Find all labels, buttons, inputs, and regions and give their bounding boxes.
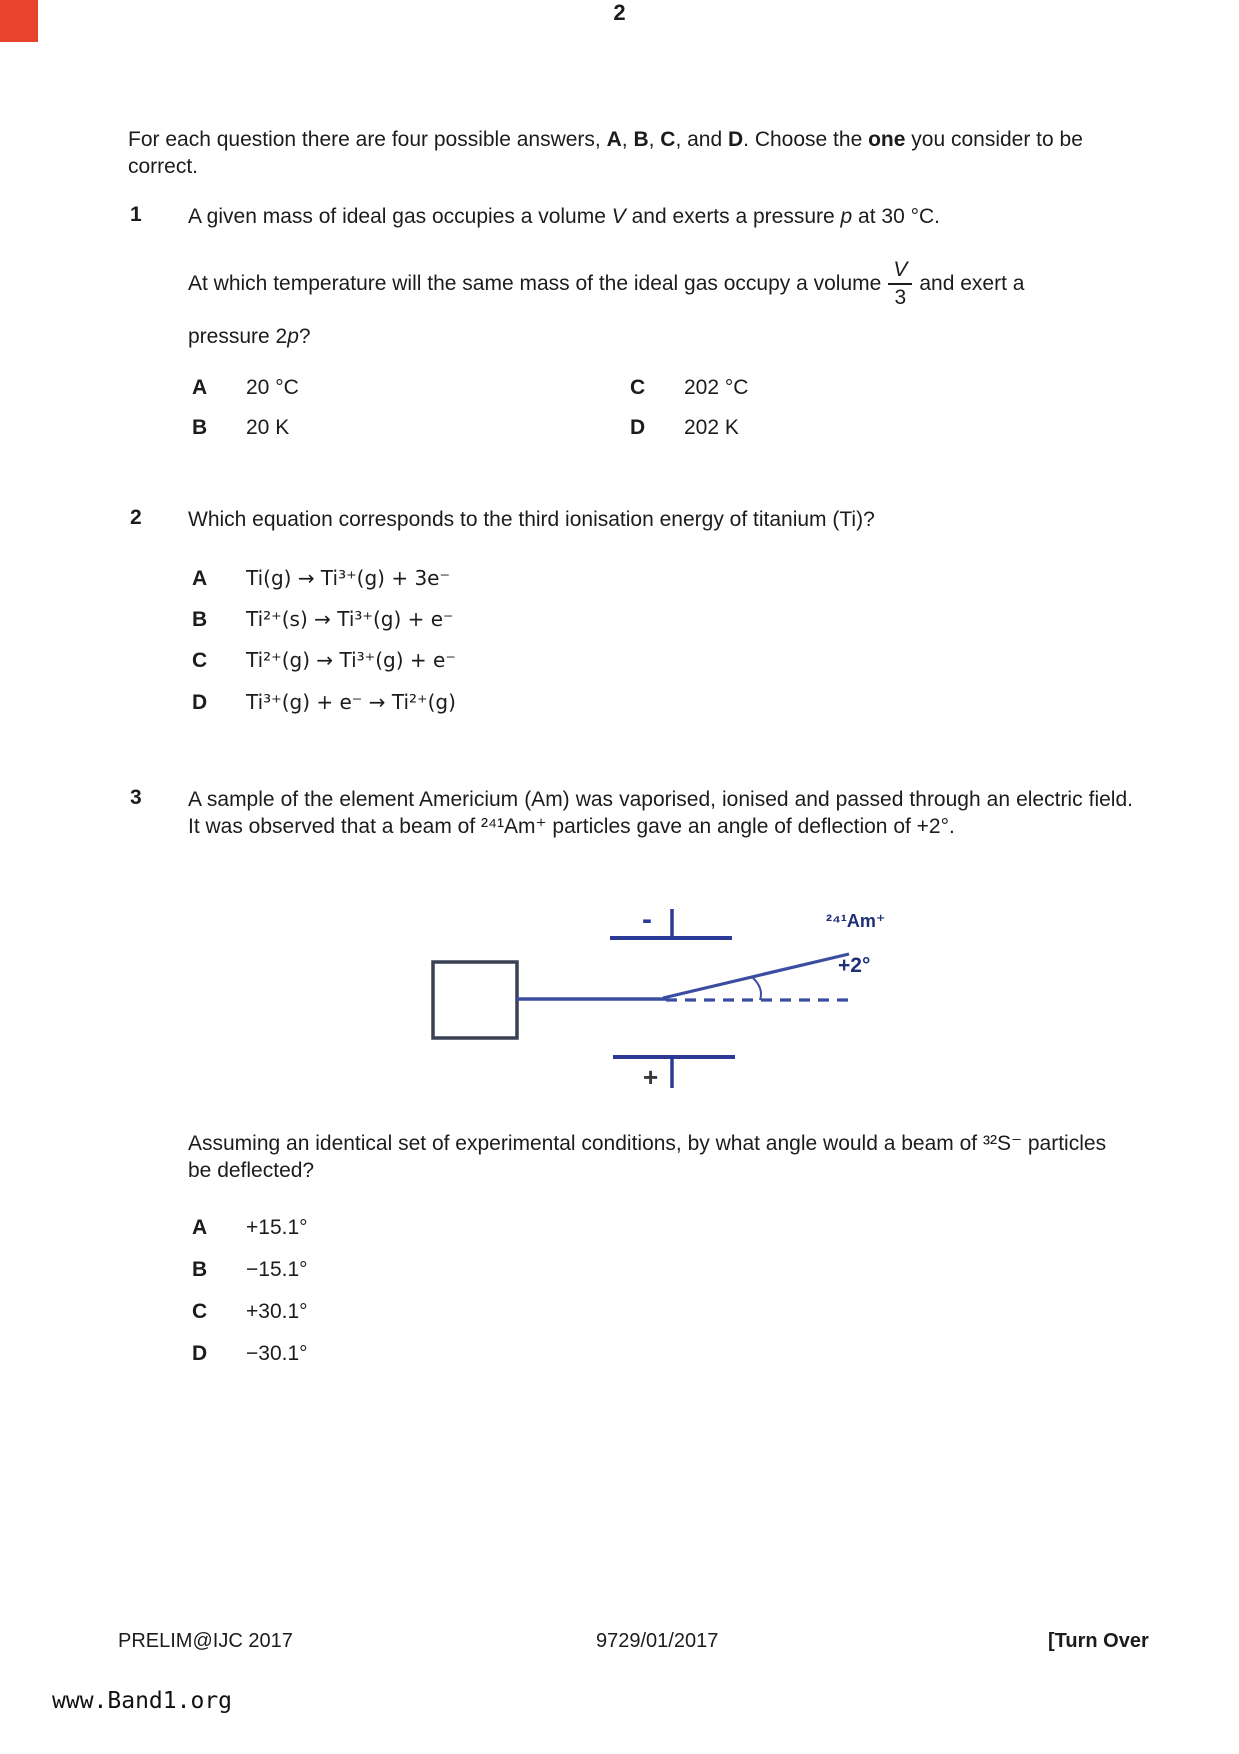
q1-option-c bbox=[630, 376, 748, 400]
option-value: 202 °C bbox=[684, 376, 749, 399]
option-letter: B bbox=[192, 1258, 208, 1281]
option-letter: D bbox=[630, 416, 646, 439]
angle-label: +2° bbox=[838, 954, 871, 977]
answer-letter-b: B bbox=[633, 128, 649, 151]
equation: Ti³⁺(g) + e⁻ → Ti²⁺(g) bbox=[246, 690, 456, 714]
page-number: 2 bbox=[613, 0, 626, 25]
option-value: +30.1° bbox=[246, 1300, 308, 1323]
q2-option-d bbox=[192, 690, 456, 715]
q3-option-c bbox=[192, 1300, 308, 1324]
option-value: −30.1° bbox=[246, 1342, 308, 1365]
symbol-volume: V bbox=[611, 205, 626, 228]
q2-option-c bbox=[192, 648, 456, 673]
deflected-beam-line bbox=[663, 954, 849, 998]
q2-option-b bbox=[192, 607, 454, 632]
q3-number: 3 bbox=[130, 786, 142, 809]
q1-stem-line2: At which temperature will the same mass of the ideal gas occupy a volume $\frac{V}{3}$ and exert a bbox=[188, 257, 1025, 309]
q1-option-b bbox=[192, 416, 289, 440]
option-letter: A bbox=[192, 1216, 208, 1239]
option-letter: D bbox=[192, 691, 208, 714]
footer-exam-name: PRELIM@IJC 2017 bbox=[118, 1630, 293, 1652]
answer-letter-d: D bbox=[728, 128, 744, 151]
option-letter: A bbox=[192, 376, 208, 399]
q1-option-d bbox=[630, 416, 739, 440]
angle-arc bbox=[752, 977, 761, 1000]
fraction-denominator: 3 bbox=[894, 286, 907, 309]
q1-stem: A given mass of ideal gas occupies a volume V and exerts a pressure p at 30 °C. bbox=[188, 205, 940, 228]
symbol-pressure: p bbox=[287, 325, 299, 348]
option-value: 202 K bbox=[684, 416, 739, 439]
fraction-v-over-3 bbox=[888, 259, 912, 309]
q3-option-d bbox=[192, 1342, 308, 1366]
q3-option-a bbox=[192, 1216, 308, 1240]
option-letter: C bbox=[630, 376, 646, 399]
instructions-text: For each question there are four possible answers, bbox=[128, 128, 607, 151]
answer-letter-a: A bbox=[606, 128, 622, 151]
footer-paper-code: 9729/01/2017 bbox=[596, 1630, 719, 1652]
q3-stem-part2: Assuming an identical set of experimental conditions, by what angle would a beam of ³²S⁻ particles be deflected? bbox=[188, 1132, 1107, 1182]
positive-sign: + bbox=[643, 1062, 659, 1092]
turn-over-label: [Turn Over bbox=[1048, 1630, 1149, 1652]
fraction-numerator: V bbox=[888, 259, 912, 285]
option-letter: A bbox=[192, 567, 208, 590]
option-letter: C bbox=[192, 1300, 208, 1323]
q1-stem-line3: pressure 2p? bbox=[188, 325, 311, 348]
equation: Ti²⁺(s) → Ti³⁺(g) + e⁻ bbox=[246, 607, 454, 631]
instructions-emphasis: one bbox=[868, 128, 906, 151]
option-letter: D bbox=[192, 1342, 208, 1365]
q2-number: 2 bbox=[130, 506, 142, 529]
q2-stem: Which equation corresponds to the third ionisation energy of titanium (Ti)? bbox=[188, 508, 875, 531]
q1-option-a bbox=[192, 376, 299, 400]
symbol-pressure: p bbox=[840, 205, 853, 228]
option-letter: B bbox=[192, 416, 208, 439]
equation: Ti(g) → Ti³⁺(g) + 3e⁻ bbox=[246, 566, 451, 590]
q1-number: 1 bbox=[130, 203, 142, 226]
option-letter: B bbox=[192, 608, 208, 631]
q3-stem: A sample of the element Americium (Am) was vaporised, ionised and passed through an electric field. It was observed that a beam of ²⁴¹Am⁺ particles gave an angle of deflection of +2°. bbox=[188, 788, 1133, 838]
option-value: +15.1° bbox=[246, 1216, 308, 1239]
watermark-url: www.Band1.org bbox=[52, 1688, 233, 1714]
option-letter: C bbox=[192, 649, 208, 672]
option-value: −15.1° bbox=[246, 1258, 308, 1281]
answer-letter-c: C bbox=[660, 128, 676, 151]
equation: Ti²⁺(g) → Ti³⁺(g) + e⁻ bbox=[246, 648, 456, 672]
instructions: For each question there are four possible answers, A, B, C, and D. Choose the one you consider to be correct. bbox=[128, 128, 1083, 178]
particle-label: ²⁴¹Am⁺ bbox=[826, 911, 886, 931]
particle-source-box bbox=[433, 962, 517, 1038]
q3-option-b bbox=[192, 1258, 308, 1282]
option-value: 20 °C bbox=[246, 376, 299, 399]
negative-sign: - bbox=[642, 903, 652, 936]
option-value: 20 K bbox=[246, 416, 290, 439]
q2-option-a bbox=[192, 566, 450, 591]
